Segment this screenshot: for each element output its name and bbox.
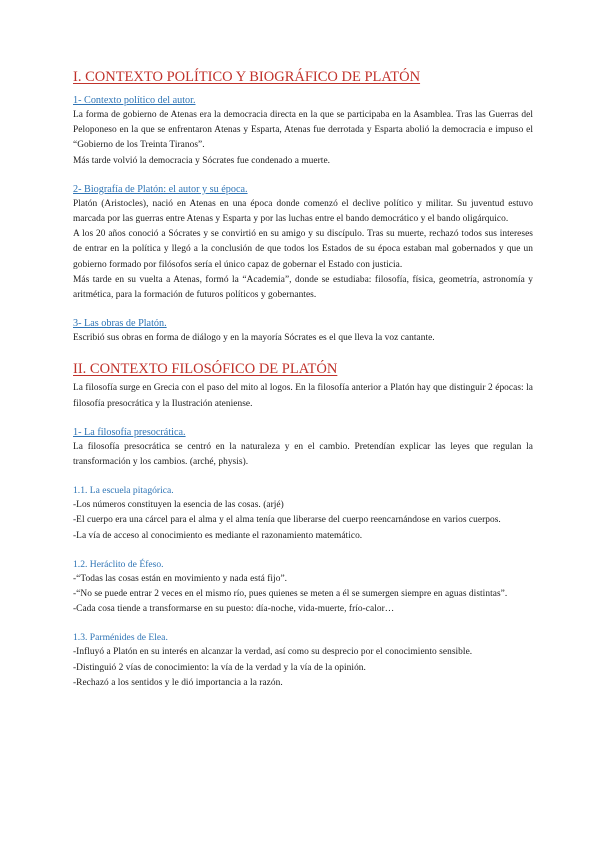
subheading-escuela-pitagorica: 1.1. La escuela pitagórica. [73, 485, 174, 497]
paragraph: La filosofía surge en Grecia con el paso del mito al logos. En la filosofía anterior a Platón hay que distinguir 2 épocas: la filosofía presocrática y la Ilustración ateniense. [73, 383, 533, 409]
list-item: -“Todas las cosas están en movimiento y nada está fijo”. [73, 573, 288, 584]
paragraph: Más tarde volvió la democracia y Sócrates fue condenado a muerte. [73, 155, 331, 166]
list-item: -Los números constituyen la esencia de las cosas. (arjé) [73, 500, 284, 511]
subheading-heraclito: 1.2. Heráclito de Éfeso. [73, 558, 164, 570]
paragraph: Escribió sus obras en forma de diálogo y en la mayoría Sócrates es el que lleva la voz cantante. [73, 333, 435, 344]
paragraph: La forma de gobierno de Atenas era la democracia directa en la que se participaba en la Asamblea. Tras las Guerras del Peloponeso en la que se enfrentaron Atenas y Esparta, Atenas fue derrotada y Esparta abolió la democracia e impuso el “Gobierno de los Treinta Tiranos”. [73, 110, 533, 151]
list-item: -La vía de acceso al conocimiento es mediante el razonamiento matemático. [73, 530, 363, 541]
section-title-contexto-filosofico: II. CONTEXTO FILOSÓFICO DE PLATÓN [73, 361, 338, 378]
paragraph: La filosofía presocrática se centró en la naturaleza y en el cambio. Pretendían explicar las leyes que regulan la transformación y los cambios. (arché, physis). [73, 441, 533, 468]
section-title-contexto-politico: I. CONTEXTO POLÍTICO Y BIOGRÁFICO DE PLATÓN [73, 69, 421, 85]
list-item: -Influyó a Platón en su interés en alcanzar la verdad, así como su desprecio por el conocimiento sensible. [73, 647, 473, 658]
subheading-contexto-politico-autor: 1- Contexto político del autor. [73, 95, 196, 106]
paragraph: Más tarde en su vuelta a Atenas, formó la “Academia”, donde se estudiaba: filosofía, física, geometría, astronomía y aritmética, para la formación de futuros políticos y gobernantes. [73, 274, 533, 301]
list-item: -Distinguió 2 vías de conocimiento: la vía de la verdad y la vía de la opinión. [73, 662, 366, 673]
list-item: -El cuerpo era una cárcel para el alma y el alma tenía que liberarse del cuerpo reencarnándose en varios cuerpos. [73, 515, 501, 526]
paragraph: Platón (Aristocles), nació en Atenas en una época donde comenzó el declive político y militar. Su juventud estuvo marcada por las guerras entre Atenas y Esparta y por las luchas entre el bando democrático y el bando oligárquico. [73, 198, 533, 225]
subheading-filosofia-presocratica: 1- La filosofía presocrática. [73, 426, 186, 438]
subheading-biografia-platon: 2- Biografía de Platón: el autor y su época. [73, 183, 248, 195]
document-body [73, 68, 533, 691]
subheading-parmenides: 1.3. Parménides de Elea. [73, 632, 168, 644]
list-item: -“No se puede entrar 2 veces en el mismo río, pues quienes se meten a él se sumergen siempre en aguas distintas”. [73, 589, 508, 600]
list-item: -Cada cosa tiende a transformarse en su puesto: día-noche, vida-muerte, frío-calor… [73, 604, 395, 615]
list-item: -Rechazó a los sentidos y le dió importancia a la razón. [73, 677, 283, 688]
paragraph: A los 20 años conoció a Sócrates y se convirtió en su amigo y su discípulo. Tras su muerte, rechazó todos sus intereses de entrar en la política y llegó a la conclusión de que todos los Estados de su época estaban mal gobernados y que un gobierno formado por filósofos sería el único capaz de gobernar el Estado con justicia. [73, 229, 533, 270]
subheading-obras-platon: 3- Las obras de Platón. [73, 318, 167, 330]
